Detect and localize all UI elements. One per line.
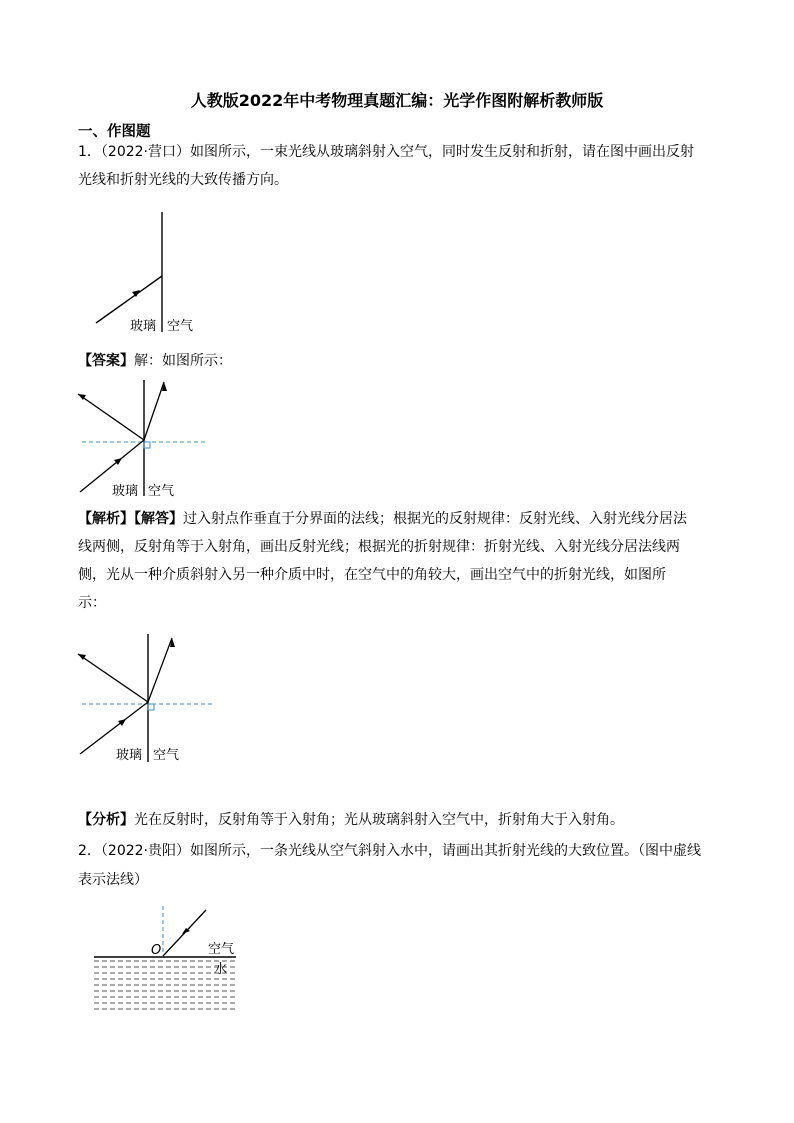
answer-tag: 【答案】: [78, 353, 134, 369]
q1-text: 如图所示，一束光线从玻璃斜射入空气，同时发生反射和折射，请在图中画出反射: [190, 144, 695, 160]
q2-text: 如图所示，一条光线从空气斜射入水中，请画出其折射光线的大致位置。（图中虚线: [190, 843, 702, 859]
q1-text-line2: 光线和折射光线的大致传播方向。: [78, 172, 288, 188]
q2-figure: [94, 904, 254, 1020]
fenxi-tag: 【分析】: [78, 812, 134, 828]
answer-text: 解：如图所示：: [134, 353, 232, 369]
fenxi-text: 光在反射时，反射角等于入射角；光从玻璃斜射入空气中，折射角大于入射角。: [134, 812, 624, 828]
q1-source: （2022·营口）: [100, 144, 191, 160]
air-label: 空气: [148, 484, 175, 499]
incident-ray: [80, 702, 148, 754]
q2-text-line1: [78, 837, 718, 865]
glass-label: 玻璃: [112, 484, 139, 499]
glass-label: 玻璃: [130, 319, 157, 334]
refracted-ray: [144, 382, 164, 440]
q1-text-line1: [78, 138, 718, 166]
point-o-label: O: [151, 943, 162, 958]
q2-text-line2: 表示法线）: [78, 872, 148, 888]
arrow-icon: [118, 719, 126, 726]
q1-number: 1．: [78, 144, 101, 160]
water-label: 水: [214, 962, 228, 977]
air-label: 空气: [208, 942, 235, 957]
right-angle-mark: [148, 704, 154, 710]
q1-answer-figure: [78, 378, 218, 502]
q1-answer: [78, 347, 718, 375]
air-label: 空气: [167, 319, 194, 334]
document-title: 人教版2022年中考物理真题汇编：光学作图附解析教师版: [190, 91, 604, 110]
analysis-line1: 【解析】【解答】过入射点作垂直于分界面的法线；根据光的反射规律：反射光线、入射光线分居法: [78, 511, 687, 527]
q2-source: （2022·贵阳）: [100, 843, 191, 859]
q1-analysis-figure: [78, 632, 228, 766]
right-angle-mark: [144, 442, 150, 448]
analysis-tag: 【解析】【解答】: [78, 511, 183, 527]
analysis-line2: 线两侧，反射角等于入射角，画出反射光线；根据光的折射规律：折射光线、入射光线分居法线两: [78, 539, 680, 555]
air-label: 空气: [153, 748, 180, 763]
reflected-ray: [78, 394, 144, 440]
analysis-line3: 侧，光从一种介质斜射入另一种介质中时，在空气中的角较大，画出空气中的折射光线，如图所: [78, 567, 666, 583]
section-heading: 一、作图题: [78, 124, 151, 140]
reflected-ray: [78, 654, 148, 702]
glass-label: 玻璃: [116, 748, 143, 763]
q2-number: 2．: [78, 843, 101, 859]
incident-ray: [96, 276, 162, 323]
analysis-line4: 示：: [78, 595, 106, 611]
q1-fenxi: [78, 806, 718, 834]
refracted-ray: [148, 638, 172, 702]
q1-question-figure: [90, 210, 220, 340]
